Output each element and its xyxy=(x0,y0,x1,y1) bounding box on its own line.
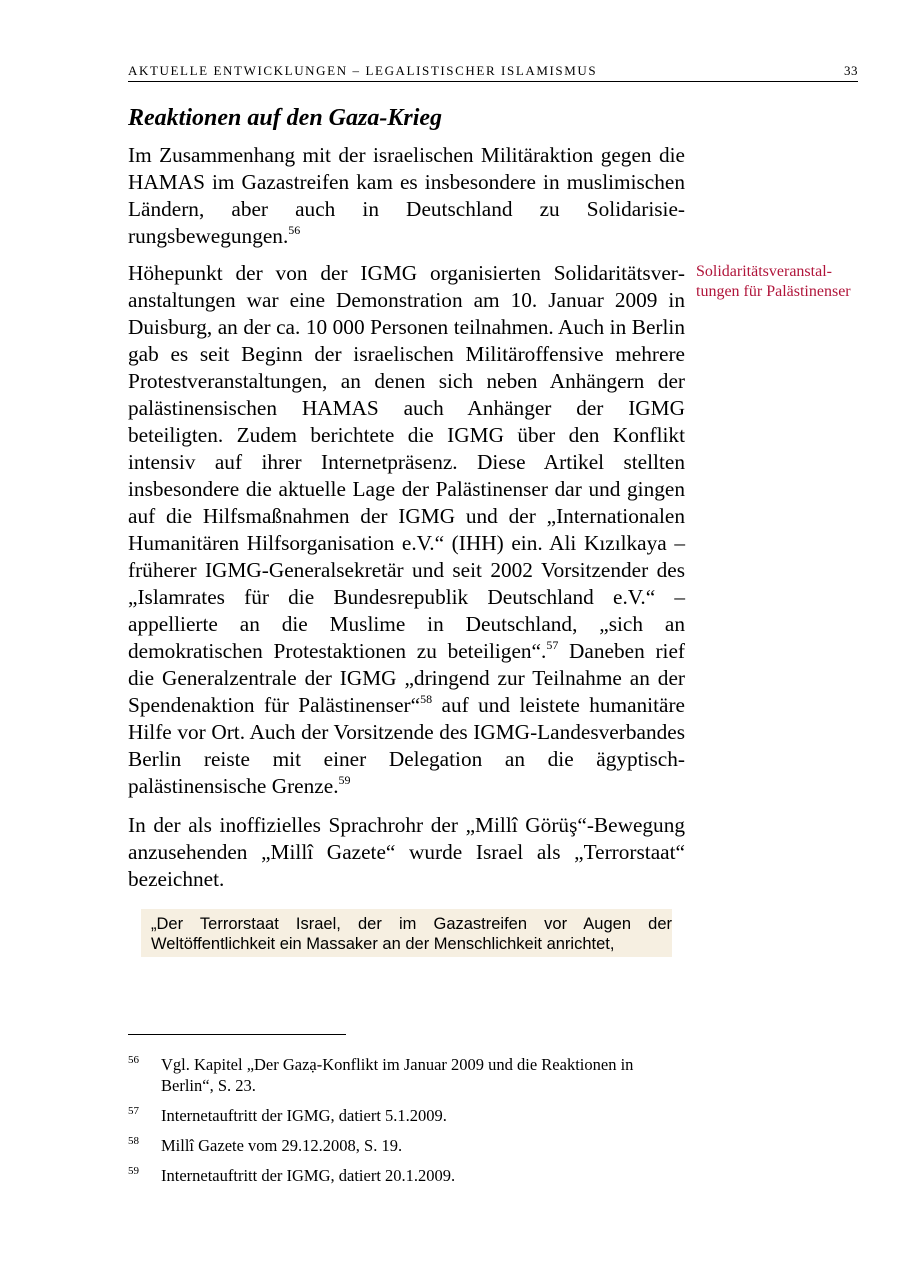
paragraph-intro xyxy=(128,142,685,250)
footnote-divider xyxy=(128,1034,346,1035)
footnote-text: Millî Gazete vom 29.12.2008, S. 19. xyxy=(161,1136,403,1155)
footnote-text: Internetauftritt der IGMG, datiert 5.1.2009. xyxy=(161,1106,447,1125)
footnote-ref: 56 xyxy=(288,223,301,237)
paragraph-text: Daneben rief die Generalzentrale der IGMG „dringend zur Teilnahme an der Spendenaktion für Palästinenser“ xyxy=(128,639,685,717)
footnote xyxy=(128,1105,688,1126)
quote-box xyxy=(141,909,672,957)
running-header xyxy=(128,62,858,82)
footnote-ref: 58 xyxy=(420,692,433,706)
footnote-ref: 57 xyxy=(546,638,559,652)
section-heading: Reaktionen auf den Gaza-Krieg xyxy=(128,105,443,131)
paragraph-solidarity-events xyxy=(128,260,685,800)
footnote-number: 59 xyxy=(128,1165,139,1177)
page-number: 33 xyxy=(844,63,858,78)
footnote xyxy=(128,1165,688,1186)
footnote xyxy=(128,1135,688,1156)
paragraph-milli-gazete xyxy=(128,812,685,893)
quote-text: „Der Terrorstaat Israel, der im Gazastreifen vor Augen der Weltöffentlichkeit ein Massaker an der Menschlichkeit anrichtet, xyxy=(151,915,672,953)
paragraph-text: auf und leistete humanitäre Hilfe vor Ort. Auch der Vorsitzende des IGMG-Landesverbandes Berlin reiste mit einer Delegation an die ägyptisch-palästinensische Grenze. xyxy=(128,693,685,798)
running-title: AKTUELLE ENTWICKLUNGEN – LEGALISTISCHER ISLAMISMUS xyxy=(128,63,598,78)
footnote xyxy=(128,1054,688,1096)
footnote-number: 58 xyxy=(128,1135,139,1147)
footnote-ref: 59 xyxy=(338,773,351,787)
paragraph-text: Höhepunkt der von der IGMG organisierten Solidaritätsveranstaltungen war eine Demonstration am 10. Januar 2009 in Duisburg, an der ca. 10 000 Personen teilnahmen. Auch in Berlin gab es seit Beginn der israelischen Militäroffensive mehrere Protestveranstaltungen, an denen sich neben Anhängern der palästinensischen HAMAS auch Anhänger der IGMG beteiligten. Zudem berichtete die IGMG über den Konflikt intensiv auf ihrer Internetpräsenz. Diese Artikel stellten insbesondere die aktuelle Lage der Palästinenser dar und gingen auf die Hilfsmaßnahmen der IGMG und der „Internationalen Humanitären Hilfsorganisation e.V.“ (IHH) ein. Ali Kızılkaya – früherer IGMG-Generalsekretär und seit 2002 Vorsitzender des „Islamrates für die Bundesrepublik Deutschland e.V.“ – appellierte an die Muslime in Deutschland, „sich an demokratischen Protestaktionen zu beteiligen“. xyxy=(128,261,685,663)
footnote-number: 57 xyxy=(128,1105,139,1117)
margin-note: Solidaritätsveranstaltungen für Palästinenser xyxy=(696,263,851,300)
paragraph-text: In der als inoffizielles Sprachrohr der „Millî Görüş“-Bewegung anzusehenden „Millî Gazete“ wurde Israel als „Terrorstaat“ bezeichnet. xyxy=(128,813,685,891)
footnote-text: Internetauftritt der IGMG, datiert 20.1.2009. xyxy=(161,1166,456,1185)
paragraph-text: Im Zusammenhang mit der israelischen Militäraktion gegen die HAMAS im Gazastreifen kam es insbesondere in muslimischen Ländern, aber auch in Deutschland zu Solidarisierungsbewegungen. xyxy=(128,143,685,248)
footnote-number: 56 xyxy=(128,1054,139,1066)
footnote-text: Vgl. Kapitel „Der Gazạ-Konflikt im Januar 2009 und die Reaktionen in Berlin“, S. 23. xyxy=(161,1055,634,1095)
